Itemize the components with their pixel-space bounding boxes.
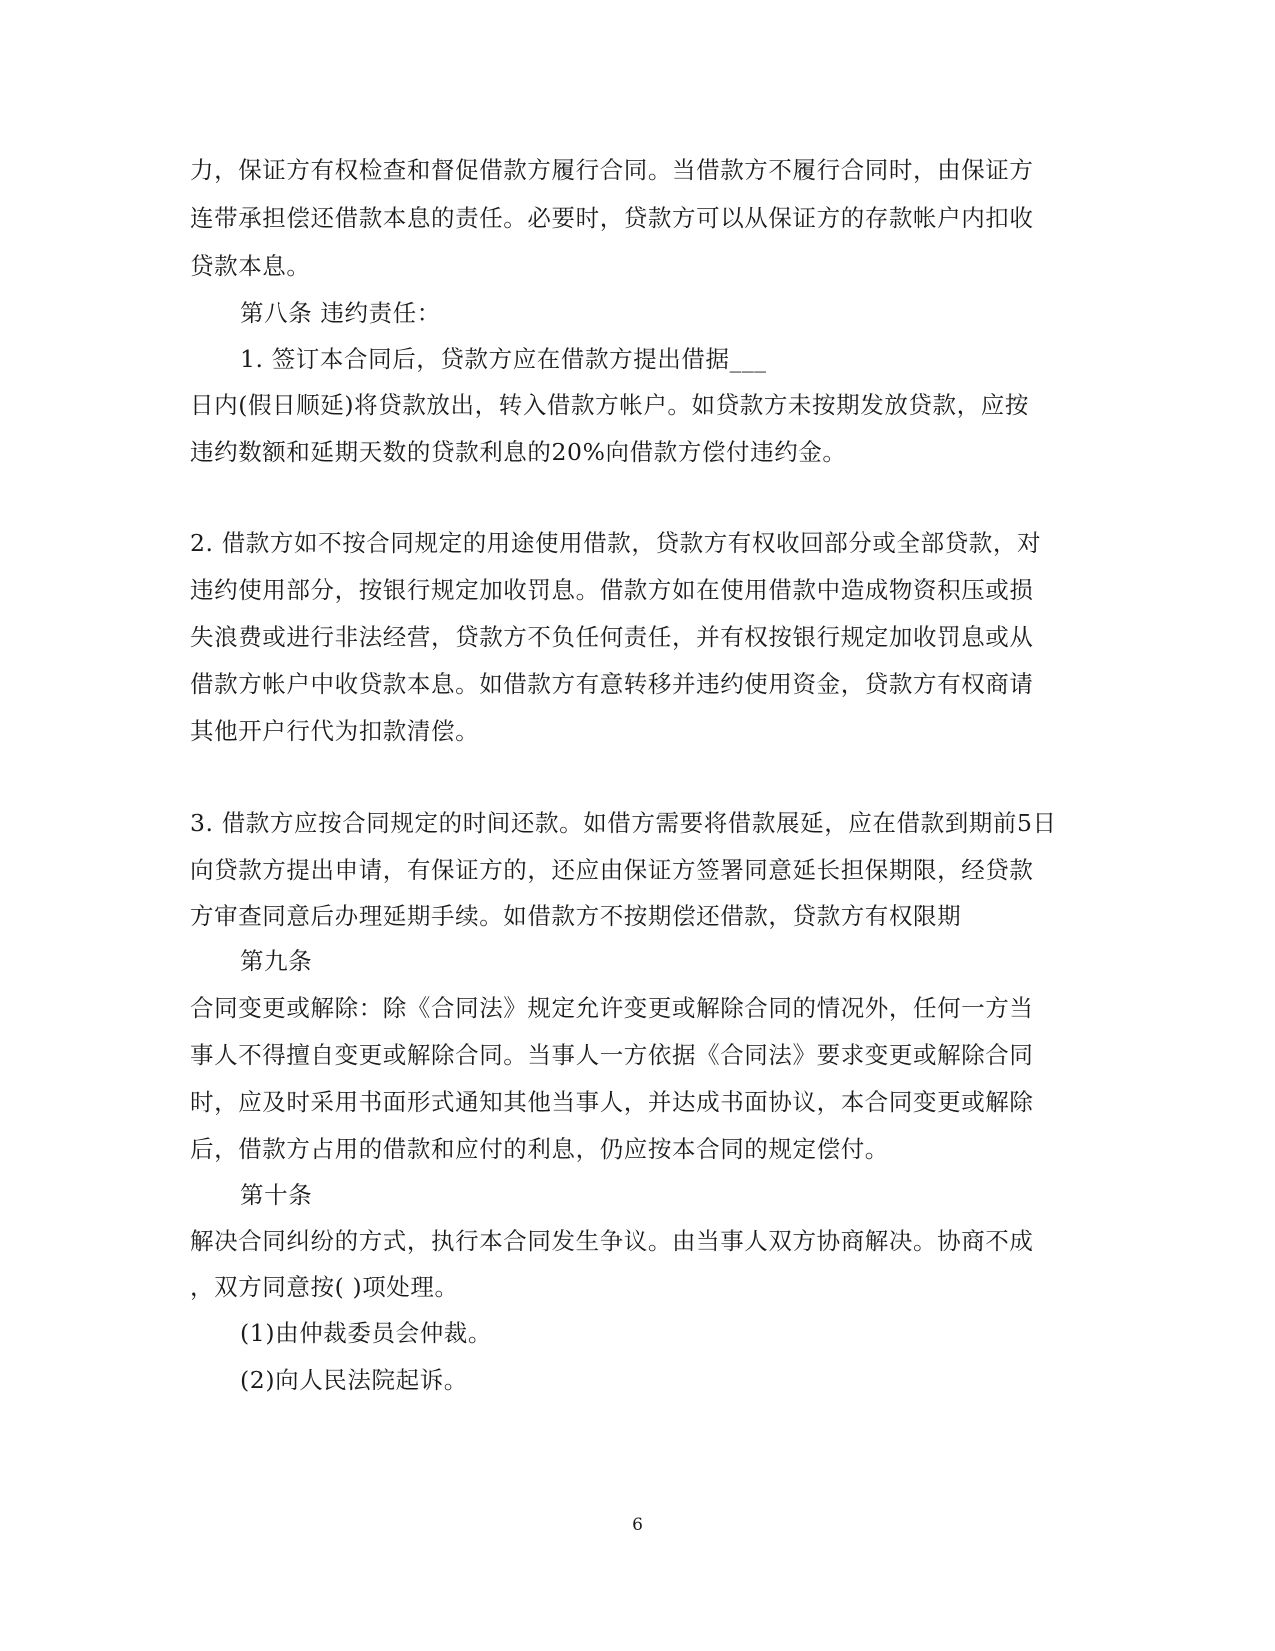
list-item: (1)由仲裁委员会仲裁。	[240, 1319, 492, 1347]
clause-line: 2. 借款方如不按合同规定的用途使用借款，贷款方有权收回部分或全部贷款，对	[190, 529, 1042, 557]
paragraph-line: ，双方同意按( )项处理。	[190, 1273, 459, 1301]
article-heading: 第九条	[240, 947, 313, 975]
paragraph-line: 力，保证方有权检查和督促借款方履行合同。当借款方不履行合同时，由保证方	[190, 156, 1034, 184]
paragraph-line: 解决合同纠纷的方式，执行本合同发生争议。由当事人双方协商解决。协商不成	[190, 1227, 1034, 1255]
paragraph-line: 事人不得擅自变更或解除合同。当事人一方依据《合同法》要求变更或解除合同	[190, 1041, 1034, 1069]
paragraph-line: 借款方帐户中收贷款本息。如借款方有意转移并违约使用资金，贷款方有权商请	[190, 670, 1034, 698]
paragraph-line: 向贷款方提出申请，有保证方的，还应由保证方签署同意延长担保期限，经贷款	[190, 856, 1034, 884]
paragraph-line: 失浪费或进行非法经营，贷款方不负任何责任，并有权按银行规定加收罚息或从	[190, 623, 1034, 651]
clause-line: 1. 签订本合同后，贷款方应在借款方提出借据___	[240, 345, 767, 373]
paragraph-line: 连带承担偿还借款本息的责任。必要时，贷款方可以从保证方的存款帐户内扣收	[190, 204, 1034, 232]
paragraph-line: 贷款本息。	[190, 252, 311, 280]
paragraph-line: 违约数额和延期天数的贷款利息的20%向借款方偿付违约金。	[190, 438, 847, 466]
article-heading: 第八条 违约责任：	[240, 299, 441, 327]
paragraph-line: 违约使用部分，按银行规定加收罚息。借款方如在使用借款中造成物资积压或损	[190, 576, 1034, 604]
list-item: (2)向人民法院起诉。	[240, 1366, 468, 1394]
clause-line: 3. 借款方应按合同规定的时间还款。如借方需要将借款展延，应在借款到期前5日	[190, 809, 1057, 837]
paragraph-line: 其他开户行代为扣款清偿。	[190, 717, 480, 745]
article-heading: 第十条	[240, 1181, 313, 1209]
page-number: 6	[632, 1515, 643, 1535]
paragraph-line: 日内(假日顺延)将贷款放出，转入借款方帐户。如贷款方未按期发放贷款，应按	[190, 391, 1029, 419]
paragraph-line: 后，借款方占用的借款和应付的利息，仍应按本合同的规定偿付。	[190, 1135, 889, 1163]
paragraph-line: 时，应及时采用书面形式通知其他当事人，并达成书面协议，本合同变更或解除	[190, 1088, 1034, 1116]
paragraph-line: 合同变更或解除：除《合同法》规定允许变更或解除合同的情况外，任何一方当	[190, 994, 1034, 1022]
paragraph-line: 方审查同意后办理延期手续。如借款方不按期偿还借款，贷款方有权限期	[190, 902, 962, 930]
